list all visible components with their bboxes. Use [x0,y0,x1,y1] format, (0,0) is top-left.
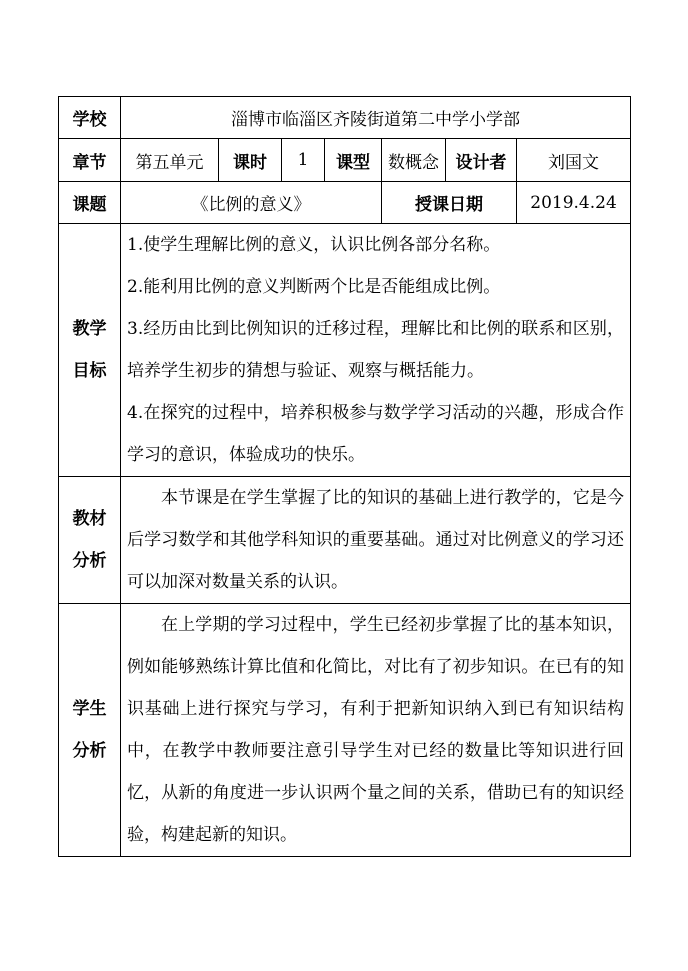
goals-label [59,224,121,477]
designer-value: 刘国文 [517,139,631,182]
material-label-line-1: 教材 [72,509,107,529]
date-value: 2019.4.24 [517,182,631,224]
designer-label: 设计者 [446,139,517,182]
topic-label: 课题 [59,182,121,224]
material-label-line-2: 分析 [72,551,107,571]
goals-content [121,224,631,477]
material-content [121,477,631,604]
date-label: 授课日期 [382,182,517,224]
topic-value: 《比例的意义》 [121,182,382,224]
material-analysis-text: 本节课是在学生掌握了比的知识的基础上进行教学的，它是今后学习数学和其他学科知识的重要基础。通过对比例意义的学习还可以加深对数量关系的认识。 [127,488,625,592]
school-label: 学校 [59,97,121,139]
student-row [59,604,631,857]
student-label-line-1: 学生 [72,699,107,719]
goal-item: 1.使学生理解比例的意义，认识比例各部分名称。 [127,235,501,255]
goal-item: 4.在探究的过程中，培养积极参与数学学习活动的兴趣，形成合作学习的意识，体验成功的快乐。 [127,403,625,465]
topic-row [59,182,631,224]
goal-item: 2.能利用比例的意义判断两个比是否能组成比例。 [127,277,501,297]
goal-item: 3.经历由比到比例知识的迁移过程，理解比和比例的联系和区别，培养学生初步的猜想与验证、观察与概括能力。 [127,319,625,381]
student-label-line-2: 分析 [72,741,107,761]
chapter-row [59,139,631,182]
student-content [121,604,631,857]
material-row [59,477,631,604]
lesson-type-label: 课型 [325,139,382,182]
chapter-value: 第五单元 [121,139,219,182]
student-label [59,604,121,857]
goals-label-line-1: 教学 [72,319,107,339]
lesson-type-value: 数概念 [382,139,446,182]
period-value: 1 [282,139,325,182]
student-analysis-text: 在上学期的学习过程中，学生已经初步掌握了比的基本知识，例如能够熟练计算比值和化简比，对比有了初步知识。在已有的知识基础上进行探究与学习，有利于把新知识纳入到已有知识结构中，在教学中教师要注意引导学生对已经的数量比等知识进行回忆，从新的角度进一步认识两个量之间的关系，借助已有的知识经验，构建起新的知识。 [127,615,625,845]
school-row [59,97,631,139]
goals-label-line-2: 目标 [72,361,107,381]
chapter-label: 章节 [59,139,121,182]
school-name: 淄博市临淄区齐陵街道第二中学小学部 [121,97,631,139]
material-label [59,477,121,604]
lesson-plan-table [58,96,631,857]
period-label: 课时 [219,139,282,182]
goals-row [59,224,631,477]
